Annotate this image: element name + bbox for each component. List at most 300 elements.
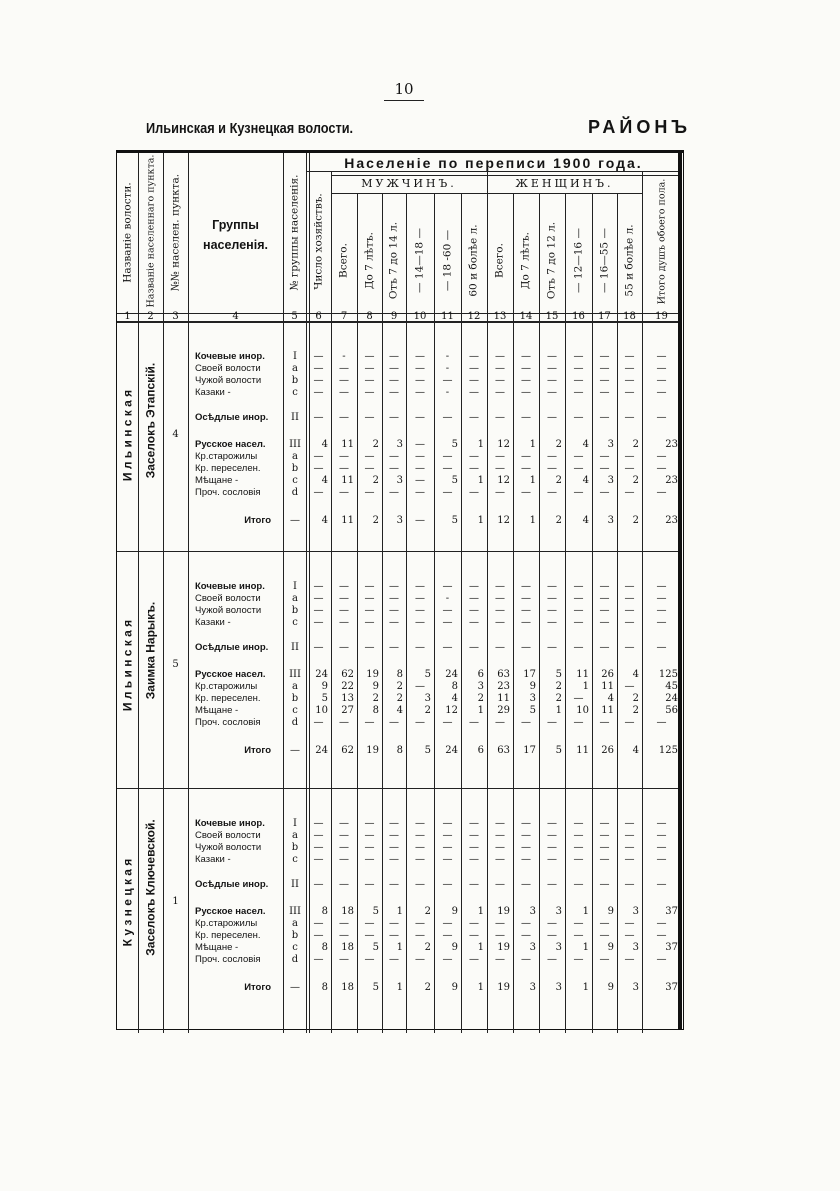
cell-value: 3: [529, 693, 536, 704]
cell-value: —: [364, 593, 375, 604]
group-code: III: [289, 439, 301, 450]
column-number: 6: [315, 311, 322, 322]
cell-value: —: [364, 412, 375, 423]
cell-value: —: [469, 818, 479, 829]
cell-value: —: [624, 387, 635, 398]
cell-value: 1: [396, 906, 403, 917]
cell-value: 13: [341, 693, 354, 704]
cell-value: —: [521, 954, 531, 965]
row-label: Своей волости: [195, 593, 261, 604]
cell-value: —: [547, 387, 557, 398]
cell-value: —: [599, 954, 610, 965]
cell-value: 12: [497, 475, 510, 486]
group-code: d: [291, 954, 299, 965]
cell-value: —: [313, 487, 324, 498]
column-number: 13: [493, 311, 507, 322]
cell-value: —: [656, 617, 667, 628]
cell-value: —: [469, 930, 479, 941]
group-code: b: [291, 842, 299, 853]
cell-value: —: [469, 375, 479, 386]
cell-value: —: [442, 617, 453, 628]
cell-value: —: [339, 717, 349, 728]
cell-value: —: [389, 879, 399, 890]
cell-value: —: [495, 930, 505, 941]
cell-value: —: [495, 617, 505, 628]
group-code: a: [292, 593, 298, 604]
cell-value: —: [313, 351, 324, 362]
cell-value: 4: [321, 515, 328, 526]
column-number: 1: [124, 311, 131, 322]
row-label: Кочевые инор.: [195, 351, 265, 362]
cell-value: —: [495, 375, 505, 386]
cell-value: 56: [665, 705, 678, 716]
cell-value: —: [389, 617, 399, 628]
cell-value: —: [389, 463, 399, 474]
cell-value: —: [624, 605, 635, 616]
cell-value: —: [415, 387, 425, 398]
block-separator: [117, 551, 679, 552]
cell-value: —: [389, 717, 399, 728]
cell-value: —: [599, 412, 610, 423]
cell-value: 9: [372, 681, 379, 692]
cell-value: 2: [632, 475, 639, 486]
group-code: II: [291, 412, 299, 423]
cell-value: 18: [341, 942, 354, 953]
cell-value: 2: [424, 906, 431, 917]
cell-value: 12: [497, 439, 510, 450]
cell-value: —: [656, 642, 667, 653]
cell-value: —: [469, 593, 479, 604]
cell-value: —: [313, 642, 324, 653]
cell-value: 4: [321, 475, 328, 486]
cell-value: —: [573, 375, 584, 386]
group-code: III: [289, 906, 301, 917]
cell-value: —: [364, 363, 375, 374]
column-number: 16: [572, 311, 585, 322]
cell-value: —: [656, 581, 667, 592]
cell-value: 19: [497, 982, 510, 993]
cell-value: —: [469, 351, 479, 362]
cell-value: —: [469, 412, 479, 423]
cell-value: —: [313, 918, 324, 929]
cell-value: —: [599, 842, 610, 853]
cell-value: —: [495, 830, 505, 841]
cell-value: —: [521, 487, 531, 498]
row-label: Кр. переселен.: [195, 463, 261, 474]
row-label: Казаки -: [195, 387, 231, 398]
row-label: Кр. переселен.: [195, 930, 261, 941]
cell-value: —: [415, 854, 425, 865]
cell-value: 8: [321, 982, 328, 993]
cell-value: —: [442, 375, 453, 386]
cell-value: —: [495, 717, 505, 728]
cell-value: -: [445, 363, 450, 374]
cell-value: —: [495, 842, 505, 853]
female-subheader-rule: [487, 193, 642, 194]
column-rule: [283, 153, 284, 1033]
cell-value: —: [313, 581, 324, 592]
cell-value: 2: [632, 705, 639, 716]
cell-value: —: [415, 717, 425, 728]
cell-value: —: [339, 363, 349, 374]
cell-value: —: [656, 854, 667, 865]
cell-value: 62: [341, 669, 354, 680]
cell-value: —: [547, 818, 557, 829]
cell-value: —: [415, 681, 425, 692]
cell-value: 24: [315, 745, 328, 756]
cell-value: 3: [529, 942, 536, 953]
cell-value: —: [339, 463, 349, 474]
cell-value: 3: [555, 942, 562, 953]
cell-value: 27: [341, 705, 354, 716]
row-label: Русское насел.: [195, 669, 266, 680]
column-header: Всего.: [493, 243, 506, 278]
cell-value: 11: [341, 515, 354, 526]
cell-value: —: [599, 617, 610, 628]
group-code: c: [292, 475, 298, 486]
group-code: II: [291, 642, 299, 653]
group-code: a: [292, 830, 298, 841]
cell-value: —: [442, 854, 453, 865]
place-name: Заселокъ Этапскій.: [143, 362, 157, 479]
row-label: Кр.старожилы: [195, 918, 258, 929]
row-label: Осѣдлые инор.: [195, 412, 269, 423]
row-label: Своей волости: [195, 830, 261, 841]
block-separator: [117, 788, 679, 789]
place-number: 5: [172, 659, 179, 670]
cell-value: —: [364, 375, 375, 386]
group-code: c: [292, 942, 298, 953]
cell-value: 2: [555, 439, 562, 450]
cell-value: —: [624, 581, 635, 592]
cell-value: —: [364, 451, 375, 462]
cell-value: —: [364, 818, 375, 829]
cell-value: —: [656, 351, 667, 362]
page-number: 10: [384, 80, 424, 101]
cell-value: —: [656, 842, 667, 853]
cell-value: —: [624, 681, 635, 692]
cell-value: —: [313, 830, 324, 841]
row-label: Кр.старожилы: [195, 681, 258, 692]
cell-value: —: [469, 830, 479, 841]
cell-value: 24: [665, 693, 678, 704]
group-code: I: [293, 818, 297, 829]
cell-value: —: [469, 387, 479, 398]
column-number: 5: [291, 311, 298, 322]
cell-value: —: [389, 842, 399, 853]
cell-value: 8: [396, 669, 403, 680]
cell-value: —: [415, 918, 425, 929]
row-label: Казаки -: [195, 617, 231, 628]
cell-value: 3: [607, 439, 614, 450]
cell-value: 1: [477, 475, 484, 486]
row-label: Мѣщане -: [195, 942, 239, 953]
cell-value: —: [415, 930, 425, 941]
volost-name: И л ь и н с к а я: [120, 389, 134, 482]
cell-value: —: [521, 918, 531, 929]
cell-value: —: [599, 818, 610, 829]
cell-value: 1: [396, 982, 403, 993]
row-total-label: Итого: [244, 745, 271, 756]
cell-value: —: [547, 642, 557, 653]
census-table: [116, 150, 684, 1030]
male-subheader-rule: [331, 193, 487, 194]
cell-value: 10: [576, 705, 589, 716]
place-number: 1: [172, 896, 179, 907]
cell-value: 26: [601, 745, 614, 756]
cell-value: —: [599, 487, 610, 498]
cell-value: —: [495, 412, 505, 423]
cell-value: —: [573, 487, 584, 498]
cell-value: —: [313, 954, 324, 965]
cell-value: —: [415, 617, 425, 628]
page-header-section: РАЙОНЪ: [588, 117, 692, 137]
cell-value: 3: [607, 475, 614, 486]
cell-value: —: [364, 918, 375, 929]
cell-value: —: [313, 363, 324, 374]
column-header: — 14—18 —: [413, 228, 426, 293]
cell-value: —: [656, 879, 667, 890]
cell-value: —: [547, 617, 557, 628]
cell-value: -: [445, 593, 450, 604]
row-label: Своей волости: [195, 363, 261, 374]
group-code: b: [291, 375, 299, 386]
group-code: b: [291, 930, 299, 941]
cell-value: —: [469, 954, 479, 965]
cell-value: —: [415, 487, 425, 498]
cell-value: —: [415, 818, 425, 829]
cell-value: —: [547, 375, 557, 386]
cell-value: 37: [665, 982, 678, 993]
cell-value: —: [364, 830, 375, 841]
cell-value: 11: [601, 705, 614, 716]
column-header: № группы населенія.: [288, 174, 300, 291]
cell-value: 2: [372, 439, 379, 450]
cell-value: 5: [372, 982, 379, 993]
cell-value: 11: [497, 693, 510, 704]
cell-value: —: [415, 515, 425, 526]
cell-value: —: [442, 842, 453, 853]
cell-value: —: [339, 375, 349, 386]
cell-value: —: [313, 375, 324, 386]
cell-value: —: [442, 717, 453, 728]
cell-value: —: [599, 593, 610, 604]
cell-value: —: [364, 387, 375, 398]
cell-value: —: [339, 387, 349, 398]
column-header: Отъ 7 до 14 л.: [387, 221, 400, 300]
cell-value: 5: [321, 693, 328, 704]
column-number: 12: [467, 311, 481, 322]
cell-value: 5: [451, 475, 458, 486]
cell-value: —: [573, 581, 584, 592]
cell-value: 4: [582, 439, 589, 450]
row-label: Чужой волости: [195, 375, 262, 386]
column-header-groups: Группы населенія.: [203, 218, 268, 252]
cell-value: —: [495, 451, 505, 462]
cell-value: —: [339, 605, 349, 616]
cell-value: —: [521, 854, 531, 865]
cell-value: 3: [477, 681, 484, 692]
volost-name: И л ь и н с к а я: [120, 619, 134, 712]
cell-value: —: [624, 451, 635, 462]
cell-value: —: [495, 387, 505, 398]
cell-value: —: [495, 363, 505, 374]
cell-value: —: [442, 879, 453, 890]
cell-value: 4: [321, 439, 328, 450]
cell-value: —: [495, 463, 505, 474]
cell-value: —: [521, 593, 531, 604]
cell-value: 1: [477, 705, 484, 716]
cell-value: —: [656, 463, 667, 474]
cell-value: 12: [497, 515, 510, 526]
cell-value: —: [521, 617, 531, 628]
cell-value: —: [599, 363, 610, 374]
column-number: 3: [172, 311, 179, 322]
cell-value: 5: [451, 439, 458, 450]
column-number: 8: [366, 311, 373, 322]
cell-value: 11: [601, 681, 614, 692]
row-label: Чужой волости: [195, 842, 262, 853]
cell-value: —: [415, 954, 425, 965]
cell-value: —: [442, 830, 453, 841]
cell-value: —: [339, 930, 349, 941]
cell-value: —: [442, 463, 453, 474]
female-title: ЖЕНЩИНЪ.: [515, 177, 614, 190]
row-total-label: Итого: [244, 982, 271, 993]
cell-value: —: [364, 854, 375, 865]
row-label: Кр. переселен.: [195, 693, 261, 704]
column-number: 7: [340, 311, 348, 322]
cell-value: 23: [497, 681, 510, 692]
cell-value: 11: [341, 475, 354, 486]
cell-value: 1: [555, 705, 562, 716]
group-code: c: [292, 705, 298, 716]
cell-value: 3: [632, 982, 639, 993]
group-code: I: [293, 351, 297, 362]
cell-value: 1: [396, 942, 403, 953]
group-code: a: [292, 451, 298, 462]
column-header: До 7 лѣтъ.: [363, 231, 375, 290]
cell-value: —: [521, 351, 531, 362]
cell-value: 1: [529, 475, 536, 486]
cell-value: -: [342, 351, 346, 362]
cell-value: —: [624, 954, 635, 965]
cell-value: —: [624, 879, 635, 890]
cell-value: 17: [523, 745, 536, 756]
cell-value: —: [339, 581, 349, 592]
column-header: До 7 лѣтъ.: [519, 231, 532, 290]
cell-value: —: [313, 854, 324, 865]
cell-value: 9: [607, 906, 614, 917]
cell-value: —: [521, 818, 531, 829]
cell-value: —: [339, 451, 349, 462]
cell-value: —: [469, 463, 479, 474]
cell-value: —: [313, 451, 324, 462]
cell-value: —: [656, 605, 667, 616]
column-header: Итого душъ обоего пола.: [656, 178, 667, 305]
cell-value: —: [521, 605, 531, 616]
cell-value: —: [495, 854, 505, 865]
place-name: Заимка Нарыкъ.: [143, 601, 157, 700]
cell-value: —: [656, 954, 667, 965]
cell-value: —: [442, 412, 453, 423]
column-rule: [188, 153, 189, 1033]
cell-value: —: [547, 717, 557, 728]
cell-value: 62: [341, 745, 354, 756]
cell-value: 63: [497, 669, 510, 680]
cell-value: 5: [424, 669, 431, 680]
column-number: 11: [441, 311, 454, 322]
cell-value: 23: [665, 515, 678, 526]
cell-value: —: [389, 605, 399, 616]
cell-value: —: [624, 818, 635, 829]
cell-value: —: [339, 842, 349, 853]
cell-value: —: [624, 830, 635, 841]
cell-value: 6: [477, 745, 484, 756]
column-number: 10: [413, 311, 427, 322]
cell-value: —: [624, 593, 635, 604]
cell-value: 9: [607, 942, 614, 953]
column-number: 4: [232, 311, 239, 322]
column-header: Отъ 7 до 12 л.: [545, 221, 558, 300]
cell-value: —: [547, 463, 557, 474]
row-label: Русское насел.: [195, 906, 266, 917]
cell-value: —: [389, 930, 399, 941]
cell-value: —: [573, 617, 584, 628]
cell-value: 1: [582, 942, 589, 953]
header-group-rule: [306, 171, 679, 172]
group-code: III: [289, 669, 301, 680]
cell-value: —: [521, 463, 531, 474]
group-code: b: [291, 463, 299, 474]
cell-value: —: [415, 830, 425, 841]
cell-value: —: [624, 412, 635, 423]
group-code: —: [290, 745, 300, 756]
cell-value: 2: [372, 693, 379, 704]
cell-value: —: [547, 593, 557, 604]
cell-value: —: [573, 918, 584, 929]
group-code: a: [292, 681, 298, 692]
cell-value: —: [521, 642, 531, 653]
cell-value: —: [364, 581, 375, 592]
group-code: b: [291, 605, 299, 616]
cell-value: 18: [341, 982, 354, 993]
cell-value: —: [495, 351, 505, 362]
cell-value: 2: [372, 515, 379, 526]
cell-value: —: [389, 412, 399, 423]
column-header: 55 и болѣе л.: [623, 224, 635, 297]
cell-value: —: [415, 439, 425, 450]
cell-value: —: [573, 351, 584, 362]
cell-value: —: [573, 593, 584, 604]
cell-value: —: [599, 830, 610, 841]
cell-value: —: [547, 581, 557, 592]
cell-value: —: [573, 412, 584, 423]
cell-value: —: [547, 954, 557, 965]
column-number: 14: [519, 311, 533, 322]
cell-value: —: [389, 954, 399, 965]
cell-value: —: [599, 642, 610, 653]
group-code: d: [291, 717, 299, 728]
group-code: d: [291, 487, 299, 498]
cell-value: 4: [582, 475, 589, 486]
place-name: Заселокъ Ключевской.: [143, 819, 157, 956]
cell-value: —: [469, 581, 479, 592]
cell-value: 3: [424, 693, 431, 704]
row-label: Казаки -: [195, 854, 231, 865]
cell-value: —: [339, 879, 349, 890]
cell-value: —: [339, 854, 349, 865]
